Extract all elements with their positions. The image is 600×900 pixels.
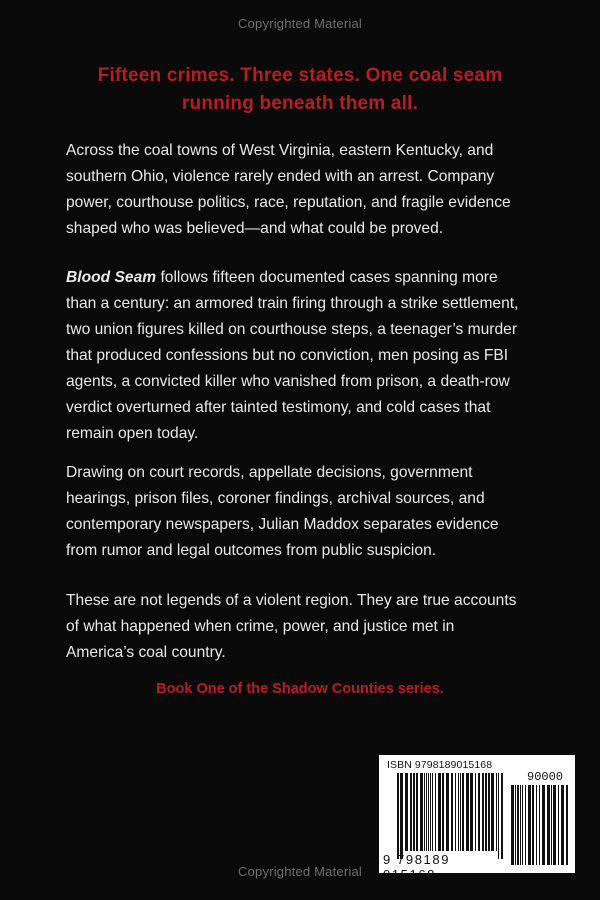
text-line: America’s coal country. bbox=[66, 644, 226, 661]
text-line: southern Ohio, violence rarely ended with an arrest. Company bbox=[66, 168, 495, 185]
text-line: that produced confessions but no conviction, men posing as FBI bbox=[66, 347, 509, 364]
headline-line-2: running beneath them all. bbox=[181, 93, 419, 114]
barcode-bar bbox=[458, 773, 459, 851]
barcode-bar bbox=[566, 785, 568, 865]
barcode-bar bbox=[424, 773, 425, 851]
barcode-bar bbox=[460, 773, 461, 851]
book-title: Blood Seam bbox=[66, 269, 157, 286]
barcode-bar bbox=[432, 773, 433, 851]
barcode-bar bbox=[455, 773, 456, 851]
paragraph-intro bbox=[66, 138, 546, 242]
barcode-bar bbox=[485, 773, 487, 851]
barcode-bar bbox=[426, 773, 427, 851]
text-line: than a century: an armored train firing through a strike settlement, bbox=[66, 295, 519, 312]
barcode-bar bbox=[478, 773, 480, 851]
headline bbox=[40, 62, 560, 118]
barcode-bar bbox=[438, 773, 441, 851]
text-line: contemporary newspapers, Julian Maddox separates evidence bbox=[66, 516, 499, 533]
barcode-bar bbox=[416, 773, 418, 851]
barcode-bar bbox=[501, 773, 503, 859]
barcode-bar bbox=[539, 785, 540, 865]
text-line: These are not legends of a violent region. They are true accounts bbox=[66, 592, 517, 609]
barcode-bar bbox=[498, 773, 499, 859]
barcode-bar bbox=[446, 773, 449, 851]
text-line: Drawing on court records, appellate decisions, government bbox=[66, 464, 473, 481]
barcode-bar bbox=[553, 785, 556, 865]
copyright-watermark-top: Copyrighted Material bbox=[238, 16, 362, 31]
isbn-barcode bbox=[379, 755, 575, 882]
text-line: Across the coal towns of West Virginia, eastern Kentucky, and bbox=[66, 142, 494, 159]
series-note: Book One of the Shadow Counties series. bbox=[156, 681, 444, 697]
paragraph-cases bbox=[66, 265, 546, 447]
barcode-bar bbox=[400, 773, 403, 859]
text-fragment: follows fifteen documented cases spanning more bbox=[156, 269, 498, 286]
barcode-bar bbox=[522, 785, 523, 865]
text-line: shaped who was believed—and what could be proved. bbox=[66, 220, 444, 237]
barcode-bar bbox=[420, 773, 423, 851]
barcode-bar bbox=[511, 785, 514, 865]
text-line: verdict overturned after tainted testimony, and cold cases that bbox=[66, 399, 491, 416]
barcode-bar bbox=[561, 785, 564, 865]
barcode-bar bbox=[442, 773, 444, 851]
barcode-bar bbox=[466, 773, 469, 851]
headline-line-1: Fifteen crimes. Three states. One coal seam bbox=[97, 65, 503, 86]
barcode-bar bbox=[547, 785, 550, 865]
barcode-bar bbox=[536, 785, 537, 865]
barcode-bar bbox=[462, 773, 464, 851]
paragraph-closing bbox=[66, 588, 546, 666]
text-line: from rumor and legal outcomes from public suspicion. bbox=[66, 542, 437, 559]
barcode-bar bbox=[405, 773, 408, 851]
barcode-bar bbox=[558, 785, 559, 865]
barcode-bar bbox=[551, 785, 552, 865]
text-line bbox=[66, 265, 546, 291]
text-line: remain open today. bbox=[66, 425, 199, 442]
price-code: 90000 bbox=[527, 770, 564, 784]
barcode-bar bbox=[520, 785, 521, 865]
barcode-bar bbox=[451, 773, 453, 851]
barcode-bar bbox=[470, 773, 473, 851]
barcode-bar bbox=[515, 785, 516, 865]
paragraph-sources bbox=[66, 460, 546, 564]
text-line: two union figures killed on courthouse steps, a teenager’s murder bbox=[66, 321, 518, 338]
text-line: of what happened when crime, power, and justice met in bbox=[66, 618, 455, 635]
barcode-bar bbox=[413, 773, 415, 851]
copyright-watermark-bottom: Copyrighted Material bbox=[238, 864, 362, 879]
barcode-bar bbox=[525, 785, 526, 865]
text-line: agents, a convicted killer who vanished from prison, a death-row bbox=[66, 373, 510, 390]
text-line: hearings, prison files, coroner findings, archival sources, and bbox=[66, 490, 485, 507]
barcode-bar bbox=[491, 773, 494, 851]
barcode-bar bbox=[430, 773, 431, 851]
barcode-bar bbox=[488, 773, 490, 851]
barcode-bar bbox=[410, 773, 412, 851]
barcode-bar bbox=[475, 773, 476, 851]
barcode-bar bbox=[528, 785, 531, 865]
barcode-bar bbox=[496, 773, 497, 851]
isbn-label: ISBN 9798189015168 bbox=[387, 759, 493, 771]
barcode-bar bbox=[542, 785, 545, 865]
barcode-bar bbox=[517, 785, 519, 865]
text-line: power, courthouse politics, race, reputation, and fragile evidence bbox=[66, 194, 511, 211]
barcode-bar bbox=[482, 773, 484, 851]
barcode-bar bbox=[397, 773, 399, 859]
barcode-bar bbox=[532, 785, 534, 865]
barcode-bar bbox=[435, 773, 436, 851]
barcode-bar bbox=[428, 773, 429, 851]
barcode-digits: 9 798189 015168 bbox=[383, 852, 451, 882]
